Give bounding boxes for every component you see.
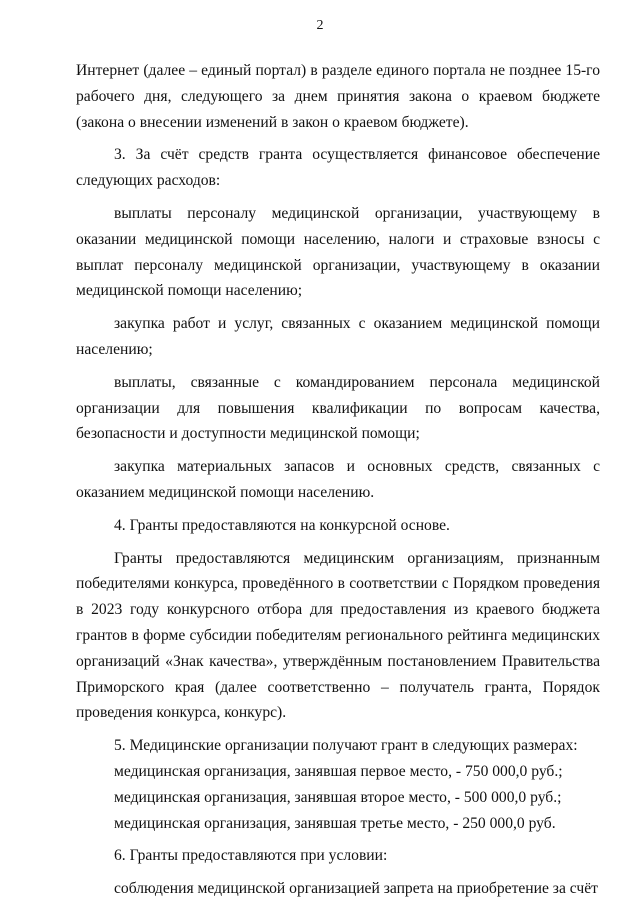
paragraph-third-place: медицинская организация, занявшая третье место, - 250 000,0 руб. [114, 814, 556, 832]
paragraph-item-5: 5. Медицинские организации получают грант в следующих размерах: [114, 737, 578, 755]
paragraph-item-3: 3. За счёт средств гранта осуществляется финансовое обеспечение следующих расходов: [76, 146, 600, 190]
paragraph-item-6: 6. Гранты предоставляются при условии: [114, 847, 388, 865]
paragraph-expense-materials: закупка материальных запасов и основных средств, связанных с оказанием медицинской помощи населению. [76, 458, 600, 501]
paragraph-expense-staff: выплаты персоналу медицинской организации, участвующему в оказании медицинской помощи населению, налоги и страховые взносы с выплат персоналу медицинской организации, участвующему в оказании медицинской помощи населению; [76, 204, 600, 300]
paragraph-second-place: медицинская организация, занявшая второе место, - 500 000,0 руб.; [114, 788, 562, 806]
paragraph-expense-services: закупка работ и услуг, связанных с оказанием медицинской помощи населению; [76, 315, 600, 358]
paragraph-expense-travel: выплаты, связанные с командированием персонала медицинской организации для повышения квалификации по вопросам качества, безопасности и доступности медицинской помощи; [76, 373, 600, 443]
paragraph-item-4: 4. Гранты предоставляются на конкурсной основе. [114, 516, 450, 534]
paragraph-portal-continuation: Интернет (далее – единый портал) в разделе единого портала не позднее 15-го рабочего дня, следующего за днем принятия закона о краевом бюджете (закона о внесении изменений в закон о краевом бюджете). [76, 62, 600, 131]
paragraph-first-place: медицинская организация, занявшая первое место, - 750 000,0 руб.; [114, 762, 563, 780]
page-number: 2 [316, 18, 324, 33]
paragraph-condition: соблюдения медицинской организацией запрета на приобретение за счёт [114, 880, 598, 898]
paragraph-grant-recipients: Гранты предоставляются медицинским организациям, признанным победителями конкурса, проведённого в соответствии с Порядком проведения в 2023 году конкурсного отбора для предоставления из краевого бюджета грантов в форме субсидии победителям регионального рейтинга медицинских организаций «Знак качества», утверждённым постановлением Правительства Приморского края (далее соответственно – получатель гранта, Порядок проведения конкурса, конкурс). [76, 549, 600, 722]
document-body [76, 58, 600, 902]
